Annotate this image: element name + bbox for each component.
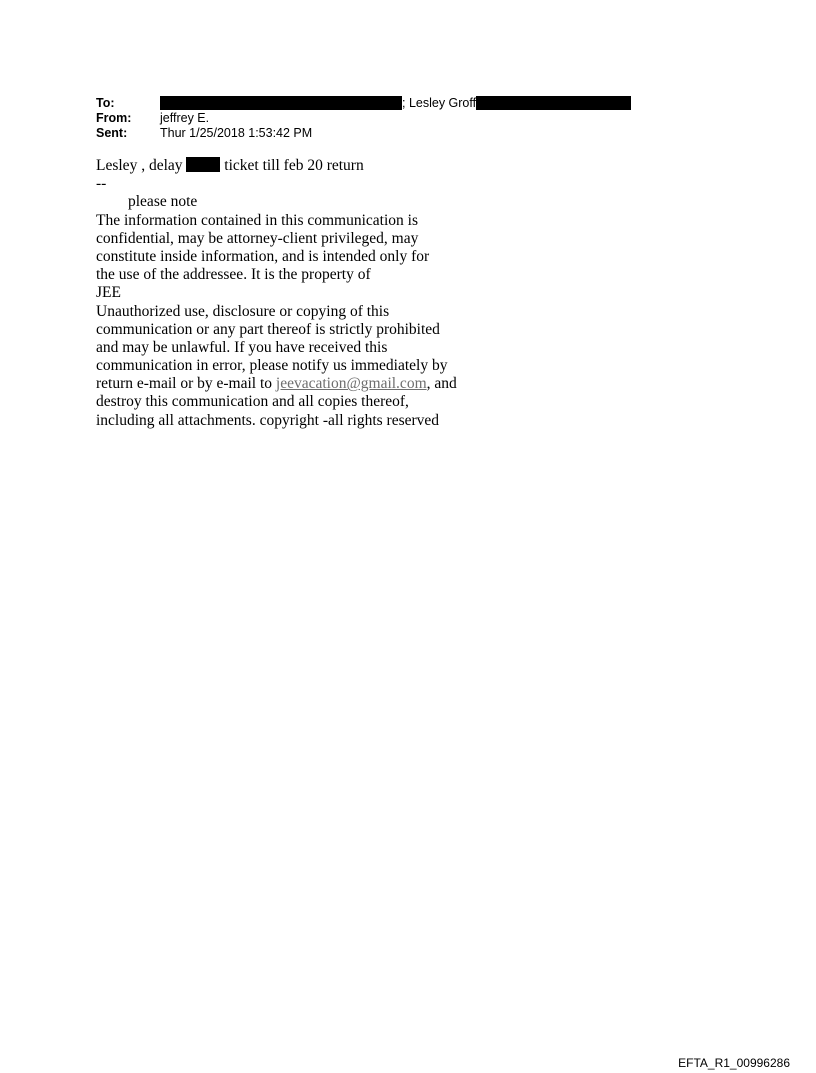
disclaimer-line: The information contained in this communication is [96, 211, 418, 229]
return-email-line [96, 375, 457, 393]
return-email-prefix: return e-mail or by e-mail to [96, 375, 273, 393]
sent-label: Sent: [96, 126, 128, 140]
to-label: To: [96, 96, 115, 110]
email-body [96, 157, 457, 430]
to-value [160, 96, 631, 111]
disclaimer-line: communication or any part thereof is strictly prohibited [96, 320, 440, 338]
greeting-end: ticket till feb 20 return [224, 157, 364, 174]
from-label: From: [96, 111, 132, 125]
closing-line: destroy this communication and all copies thereof, [96, 393, 409, 411]
to-recipient-text: ; Lesley Groff [402, 96, 477, 110]
document-id: EFTA_R1_00996286 [678, 1056, 790, 1070]
redaction-box [476, 96, 631, 110]
greeting-start: Lesley , delay [96, 157, 183, 174]
redaction-box [160, 96, 402, 110]
disclaimer-line: and may be unlawful. If you have received this [96, 338, 388, 356]
disclaimer-line: JEE [96, 284, 121, 302]
return-email-suffix: , and [426, 375, 457, 393]
from-value: jeffrey E. [160, 111, 210, 125]
sent-value: Thur 1/25/2018 1:53:42 PM [160, 126, 313, 140]
disclaimer-line: confidential, may be attorney-client privileged, may [96, 229, 419, 247]
disclaimer-line: communication in error, please notify us immediately by [96, 357, 448, 375]
redaction-box [186, 157, 220, 172]
disclaimer-line: constitute inside information, and is intended only for [96, 247, 430, 265]
signature-separator: -- [96, 175, 107, 193]
closing-line: including all attachments. copyright -all rights reserved [96, 411, 440, 429]
disclaimer-line: the use of the addressee. It is the property of [96, 266, 371, 284]
note-heading: please note [128, 193, 198, 211]
email-link[interactable]: jeevacation@gmail.com [275, 375, 427, 393]
greeting-line [96, 157, 457, 175]
disclaimer-line: Unauthorized use, disclosure or copying of this [96, 302, 390, 320]
